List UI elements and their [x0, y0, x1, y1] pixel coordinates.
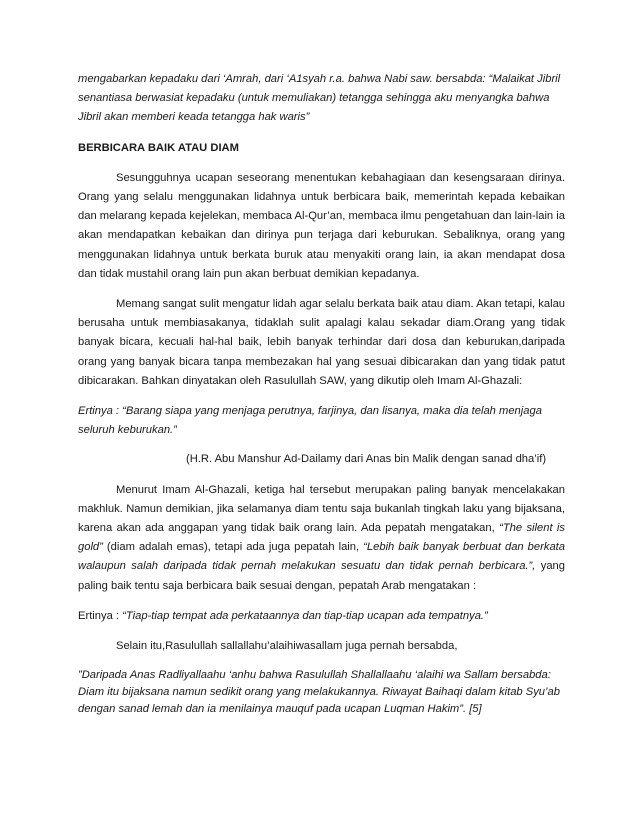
paragraph-3: [78, 481, 565, 596]
paragraph-2: Memang sangat sulit mengatur lidah agar selalu berkata baik atau diam. Akan tetapi, kalau berusaha untuk membiasakanya, tidaklah sulit apalagi kalau sekadar diam.Orang yang tidak banyak bicara, kecuali hal-hal baik, lebih banyak terhindar dari dosa dan keburukan,daripada orang yang banyak bicara tanpa membezakan hal yang sesuai dibicarakan dan yang tidak patut dibicarakan. Bahkan dinyatakan oleh Rasulullah SAW, yang dikutip oleh Imam Al-Ghazali:: [78, 298, 566, 387]
paragraph-3-text-1: Menurut Imam Al-Ghazali, ketiga hal tersebut merupakan paling banyak mencelakakan makhluk. Namun demikian, jika selamanya diam tentu saja bukanlah tingkah laku yang bijaksana, karena akan ada anggapan yang tidak baik orang lain. Ada pepatah mengatakan,: [78, 483, 565, 535]
paragraph-4: Selain itu,Rasulullah sallallahu’alaihiwasallam juga pernah bersabda,: [116, 640, 458, 653]
quote-2-text: “Tiap-tiap tempat ada perkataannya dan tiap-tiap ucapan ada tempatnya.”: [122, 609, 488, 622]
quote-2-prefix: Ertinya :: [78, 609, 123, 622]
quote-2: [78, 607, 565, 626]
section-heading: BERBICARA BAIK ATAU DIAM: [78, 141, 239, 154]
intro-quote: mengabarkan kepadaku dari ‘Amrah, dari ‘A1syah r.a. bahwa Nabi saw. bersabda: “Malaikat Jibril senantiasa berwasiat kepadaku (untuk memuliakan) tetangga sehingga aku menyangka bahwa Jibril akan memberi keada tetangga hak waris”: [78, 73, 561, 124]
paragraph-1: Sesungguhnya ucapan seseorang menentukan kebahagiaan dan kesengsaraan dirinya. Orang yang selalu menggunakan lidahnya untuk berbicara baik, memerintah kepada kebaikan dan melarang kepada kejelekan, membaca Al-Qur’an, membaca ilmu pengetahuan dan lain-lain ia akan mendapatkan kebaikan dan dirinya pun terjaga dari keburukan. Sebaliknya, orang yang menggunakan lidahnya untuk berkata buruk atau menyakiti orang lain, ia akan mendapat dosa dan tidak mustahil orang lain pun akan berbuat demikian kepadanya.: [78, 171, 565, 280]
quote-1: Ertinya : “Barang siapa yang menjaga perutnya, farjinya, dan lisanya, maka dia telah menjaga seluruh keburukan.”: [78, 405, 542, 437]
quote-1-source: (H.R. Abu Manshur Ad-Dailamy dari Anas bin Malik dengan sanad dha’if): [186, 453, 547, 466]
paragraph-3-italic-2: “Lebih baik banyak berbuat dan berkata walaupun salah daripada tidak pernah melakukan sesuatu dan tidak pernah berbicara.”,: [78, 541, 565, 573]
paragraph-3-text-3: yang paling baik tentu saja berbicara baik sesuai dengan, pepatah Arab mengatakan :: [78, 560, 566, 592]
paragraph-3-italic-1: “The silent is gold”: [78, 522, 565, 554]
paragraph-3-text-2: (diam adalah emas), tetapi ada juga pepatah lain,: [102, 541, 364, 554]
hadith-quote: ”Daripada Anas Radliyallaahu ‘anhu bahwa Rasulullah Shallallaahu ‘alaihi wa Sallam bersabda: Diam itu bijaksana namun sedikit orang yang melakukannya. Riwayat Baihaqi dalam kitab Syu’ab dengan sanad lemah dan ia menilainya mauquf pada ucapan Luqman Hakim”. [5]: [78, 669, 560, 716]
